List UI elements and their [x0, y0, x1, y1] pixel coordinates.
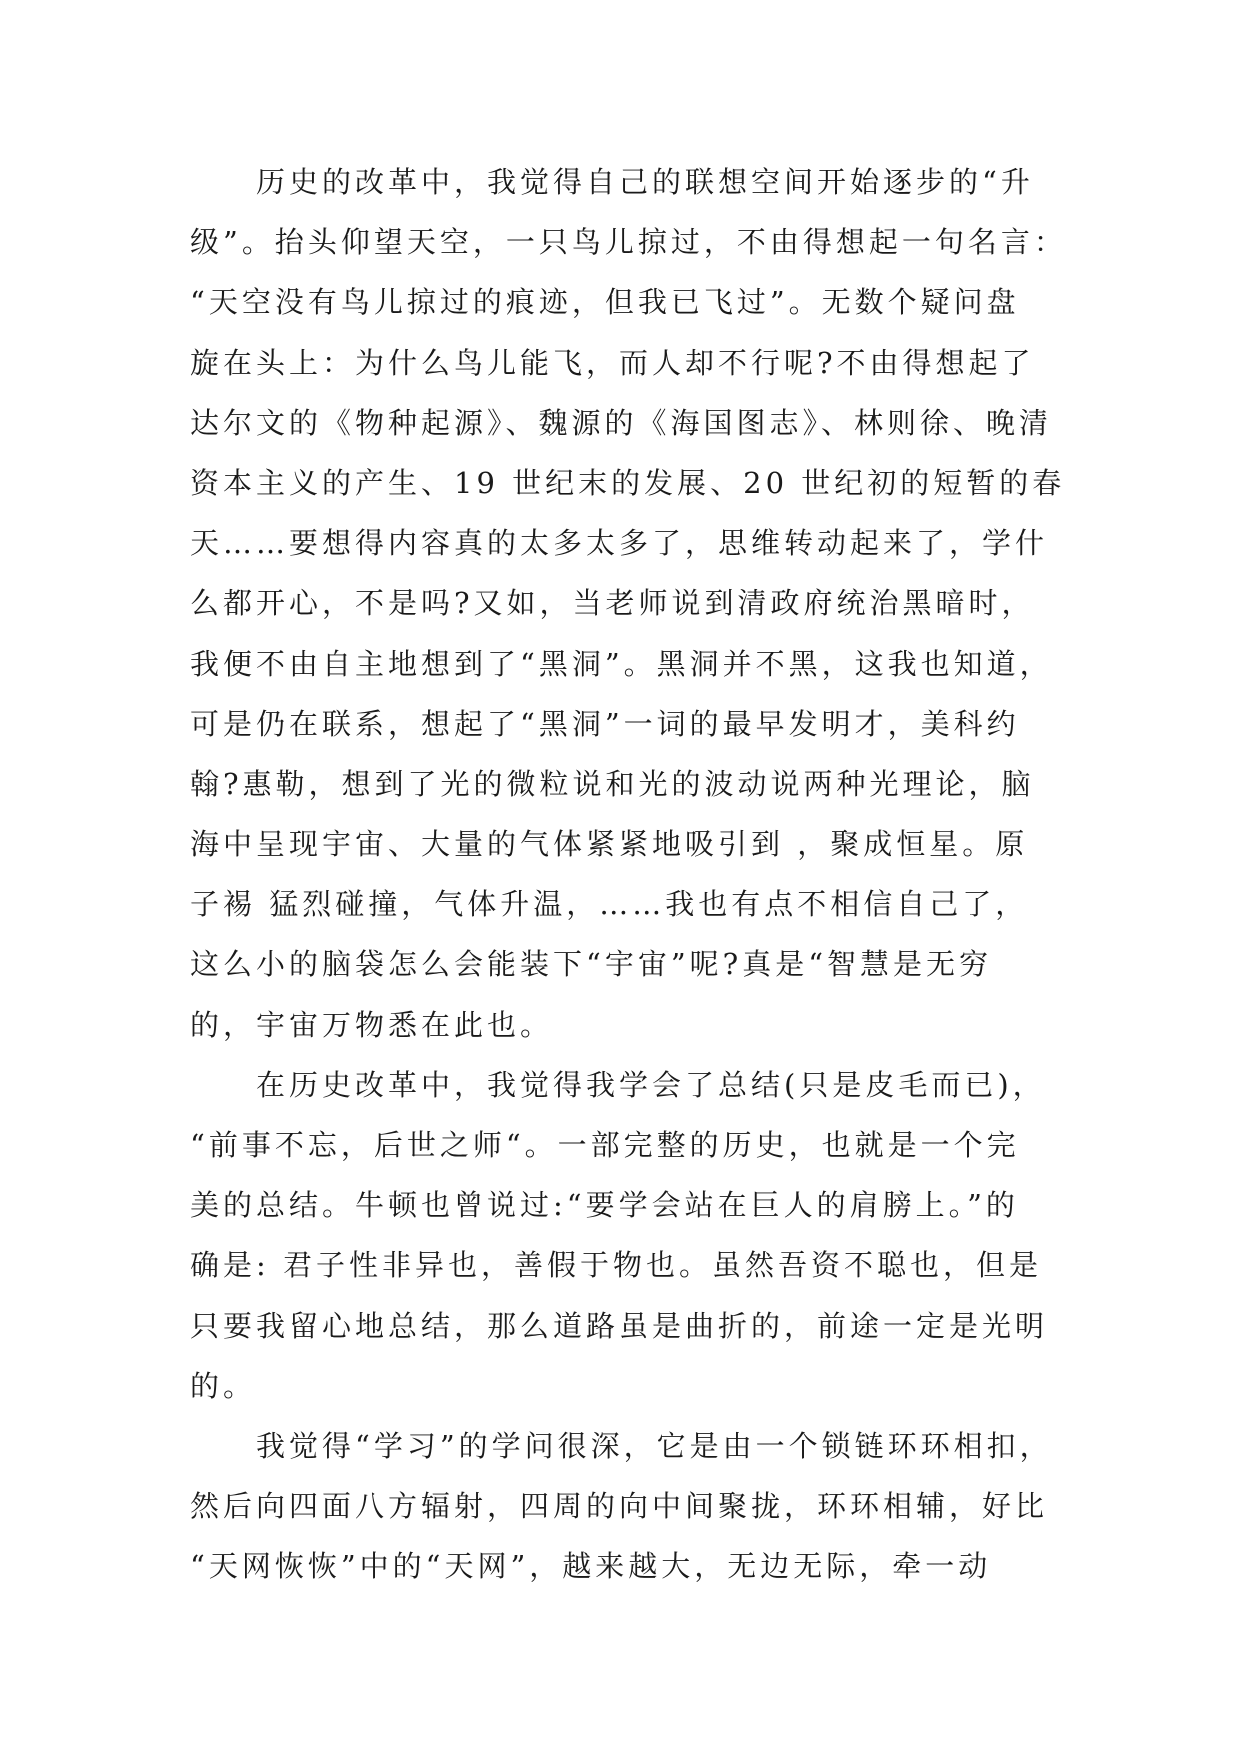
paragraph-2-line-6: 的。: [190, 1368, 257, 1403]
paragraph-1-line-7: 天……要想得内容真的太多太多了，思维转动起来了，学什: [190, 526, 1049, 561]
paragraph-3-line-2: 然后向四面八方辐射，四周的向中间聚拢，环环相辅，好比: [190, 1489, 1049, 1524]
paragraph-1-line-6: 资本主义的产生、19 世纪末的发展、20 世纪初的短暂的春: [190, 465, 1066, 500]
paragraph-1-line-13: 子裼 猛烈碰撞，气体升温，……我也有点不相信自己了，: [190, 887, 1029, 922]
paragraph-1-line-14: 这么小的脑袋怎么会能装下“宇宙”呢?真是“智慧是无穷: [190, 947, 993, 982]
paragraph-1-line-4: 旋在头上：为什么鸟儿能飞，而人却不行呢?不由得想起了: [190, 345, 1035, 380]
paragraph-2-line-5: 只要我留心地总结，那么道路虽是曲折的，前途一定是光明: [190, 1308, 1049, 1343]
paragraph-1-line-1: 历史的改革中，我觉得自己的联想空间开始逐步的“升: [256, 165, 1034, 199]
paragraph-1-line-9: 我便不由自主地想到了“黑洞”。黑洞并不黑，这我也知道，: [190, 646, 1053, 681]
paragraph-3-line-1: 我觉得“学习”的学问很深，它是由一个锁链环环相扣，: [256, 1428, 1053, 1463]
paragraph-1-line-11: 翰?惠勒，想到了光的微粒说和光的波动说两种光理论，脑: [190, 766, 1035, 801]
paragraph-1-line-3: “天空没有鸟儿掠过的痕迹，但我已飞过”。无数个疑问盘: [190, 285, 1020, 320]
paragraph-2-line-2: “前事不忘，后世之师“。一部完整的历史，也就是一个完: [190, 1128, 1020, 1162]
paragraph-1-line-2: 级”。抬头仰望天空，一只鸟儿掠过，不由得想起一句名言：: [190, 225, 1067, 260]
paragraph-1-line-10: 可是仍在联系，想起了“黑洞”一词的最早发明才，美科约: [190, 706, 1020, 741]
paragraph-1-line-8: 么都开心，不是吗?又如，当老师说到清政府统治黑暗时，: [190, 586, 1035, 621]
paragraph-1-line-12: 海中呈现宇宙、大量的气体紧紧地吸引到 ，聚成恒星。原: [190, 827, 1029, 862]
paragraph-3-line-3: “天网恢恢”中的“天网”，越来越大，无边无际，牵一动: [190, 1549, 992, 1584]
essay-text: [190, 161, 1070, 1606]
paragraph-1-line-5: 达尔文的《物种起源》、魏源的《海国图志》、林则徐、晚清: [190, 405, 1053, 440]
paragraph-1-line-15: 的，宇宙万物悉在此也。: [190, 1007, 554, 1042]
paragraph-2-line-1: 在历史改革中，我觉得我学会了总结(只是皮毛而已)，: [256, 1067, 1046, 1102]
paragraph-2-line-4: 确是: 君子性非异也，善假于物也。虽然吾资不聪也，但是: [190, 1248, 1042, 1283]
paragraph-2-line-3: 美的总结。牛顿也曾说过:“要学会站在巨人的肩膀上。”的: [190, 1188, 1019, 1223]
